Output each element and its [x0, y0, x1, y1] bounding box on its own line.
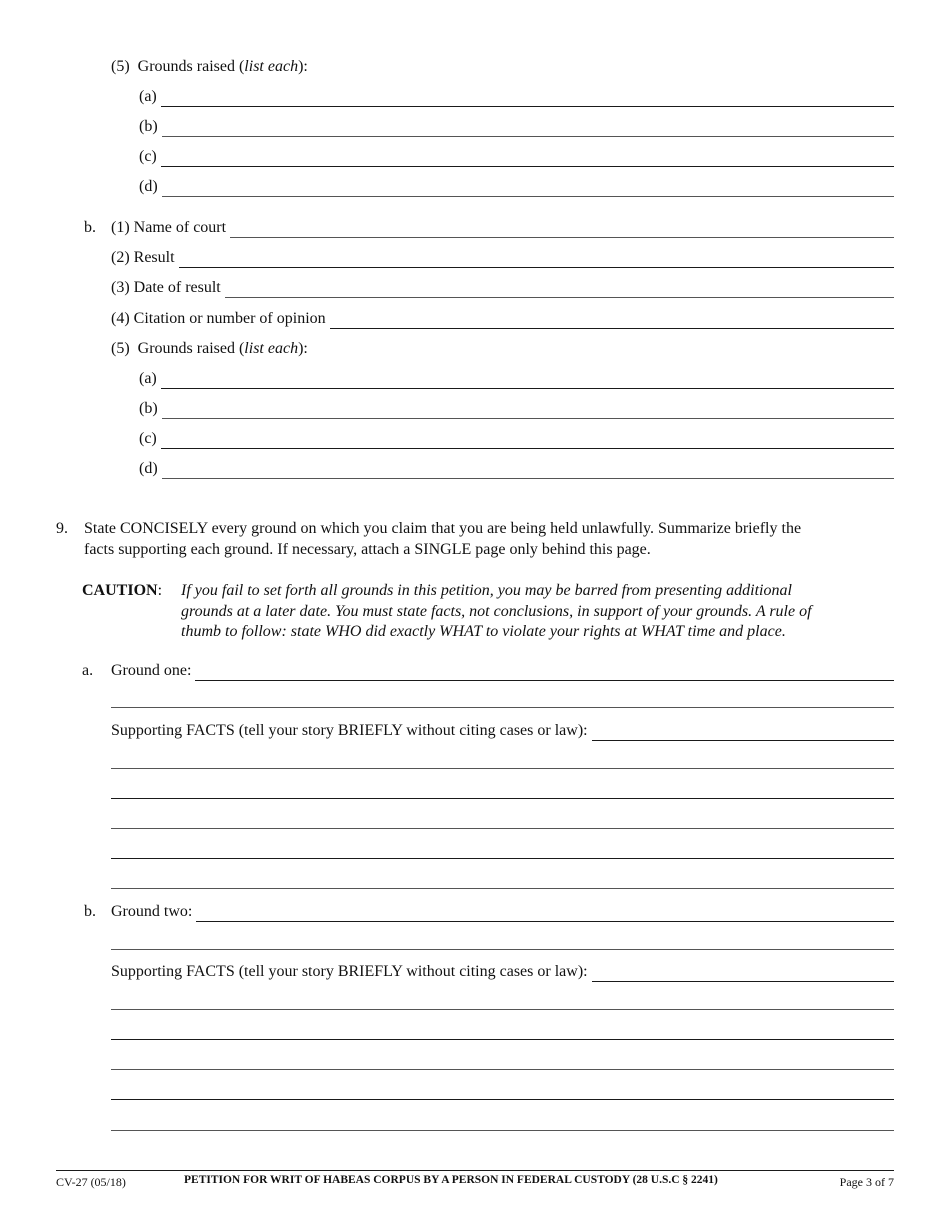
grounds-b-item-a-field[interactable] — [161, 374, 894, 389]
name-of-court-row: (1) Name of court — [111, 218, 894, 238]
citation-row: (4) Citation or number of opinion — [111, 309, 894, 329]
date-of-result-row: (3) Date of result — [111, 278, 894, 298]
citation-field[interactable] — [330, 314, 894, 329]
supporting-facts-b-field[interactable] — [592, 967, 894, 982]
grounds-b-item-a: (a) — [139, 369, 894, 389]
ground-one-row: Ground one: — [111, 661, 894, 681]
ground-one-continuation-line[interactable] — [111, 707, 894, 708]
name-of-court-field[interactable] — [230, 223, 894, 238]
ground-two-field[interactable] — [196, 907, 894, 922]
caution-label: CAUTION: — [82, 582, 163, 599]
question-9-text: State CONCISELY every ground on which you claim that you are being held unlawfully. Summarize briefly the facts supporting each ground. If necessary, attach a SINGLE page only behind this page. — [84, 520, 802, 558]
supporting-facts-b-row: Supporting FACTS (tell your story BRIEFLY without citing cases or law): — [111, 962, 894, 982]
result-field[interactable] — [179, 253, 894, 268]
facts-b-line-3[interactable] — [111, 1069, 894, 1070]
grounds-raised-heading-b: (5) Grounds raised (list each): — [111, 340, 308, 357]
grounds-b-item-d: (d) — [139, 459, 894, 479]
result-row: (2) Result — [111, 248, 894, 268]
supporting-facts-a-field[interactable] — [592, 726, 894, 741]
ground-two-continuation-line[interactable] — [111, 949, 894, 950]
grounds-a-item-a: (a) — [139, 87, 894, 107]
grounds-a-item-c: (c) — [139, 147, 894, 167]
facts-a-line-1[interactable] — [111, 768, 894, 769]
grounds-a-item-a-field[interactable] — [161, 92, 894, 107]
section-b-letter: b. — [84, 219, 96, 236]
footer-title: PETITION FOR WRIT OF HABEAS CORPUS BY A PERSON IN FEDERAL CUSTODY (28 U.S.C § 2241) — [184, 1174, 718, 1186]
footer-form-id: CV-27 (05/18) — [56, 1175, 126, 1189]
grounds-a-item-b-field[interactable] — [162, 122, 894, 137]
ground-two-row: Ground two: — [111, 902, 894, 922]
grounds-b-item-c-field[interactable] — [161, 434, 894, 449]
facts-b-line-4[interactable] — [111, 1099, 894, 1100]
date-of-result-field[interactable] — [225, 283, 894, 298]
question-9-number: 9. — [56, 520, 68, 537]
footer-rule — [56, 1170, 894, 1171]
grounds-raised-heading-a: (5) Grounds raised (list each): — [111, 58, 308, 75]
facts-a-line-5[interactable] — [111, 888, 894, 889]
supporting-facts-a-row: Supporting FACTS (tell your story BRIEFLY without citing cases or law): — [111, 721, 894, 741]
facts-a-line-4[interactable] — [111, 858, 894, 859]
grounds-a-item-c-field[interactable] — [161, 152, 894, 167]
grounds-b-item-d-field[interactable] — [162, 464, 894, 479]
ground-one-field[interactable] — [195, 666, 894, 681]
facts-a-line-3[interactable] — [111, 828, 894, 829]
grounds-a-item-d: (d) — [139, 177, 894, 197]
grounds-a-item-b: (b) — [139, 117, 894, 137]
grounds-a-item-d-field[interactable] — [162, 182, 894, 197]
grounds-b-item-c: (c) — [139, 429, 894, 449]
facts-b-line-5[interactable] — [111, 1130, 894, 1131]
facts-b-line-2[interactable] — [111, 1039, 894, 1040]
caution-text: If you fail to set forth all grounds in this petition, you may be barred from presenting additional grounds at a later date. You must state facts, not conclusions, in support of your grounds. A rule of thumb to follow: state WHO did exactly WHAT to violate your rights at WHAT time and place. — [181, 582, 812, 640]
ground-b-letter: b. — [84, 903, 96, 920]
footer-page-number: Page 3 of 7 — [839, 1175, 894, 1189]
facts-b-line-1[interactable] — [111, 1009, 894, 1010]
grounds-b-item-b-field[interactable] — [162, 404, 894, 419]
grounds-b-item-b: (b) — [139, 399, 894, 419]
ground-a-letter: a. — [82, 662, 94, 679]
facts-a-line-2[interactable] — [111, 798, 894, 799]
